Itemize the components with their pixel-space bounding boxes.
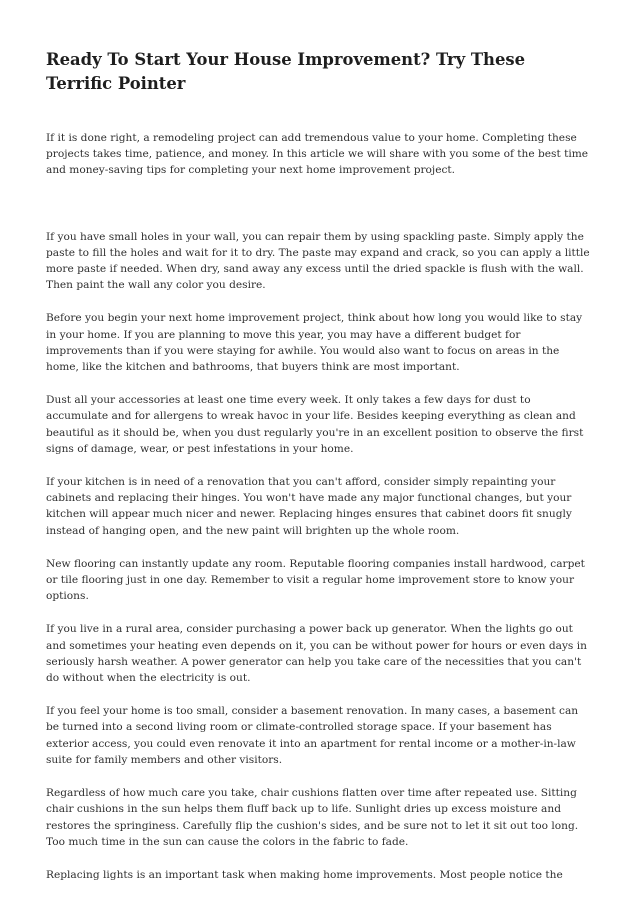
paragraph-generator: If you live in a rural area, consider purchasing a power back up generator. When the lights go out and sometimes your heating even depends on it, you can be without power for hours or even days in seriously harsh weather. A power generator can help you take care of the necessities that you can't do without when the electricity is out. [46,623,587,685]
paragraph-intro: If it is done right, a remodeling project can add tremendous value to your home. Completing these projects takes time, patience, and money. In this article we will share with you some of the best time and money-saving tips for completing your next home improvement project. [46,132,589,177]
paragraph-kitchen: If your kitchen is in need of a renovation that you can't afford, consider simply repainting your cabinets and replacing their hinges. You won't have made any major functional changes, but your kitchen will appear much nicer and newer. Replacing hinges ensures that cabinet doors fit snugly instead of hanging open, and the new paint will brighten up the whole room. [46,476,572,537]
paragraph-cushions: Regardless of how much care you take, chair cushions flatten over time after repeated use. Sitting chair cushions in the sun helps them fluff back up to life. Sunlight dries up excess moisture and restores the springiness. Carefully flip the cushion's sides, and be sure not to let it sit out too long. Too much time in the sun can cause the colors in the fabric to fade. [46,787,579,848]
paragraph-flooring: New flooring can instantly update any room. Reputable flooring companies install hardwood, carpet or tile flooring just in one day. Remember to visit a regular home improvement store to know your options. [46,557,585,603]
paragraph-dust: Dust all your accessories at least one time every week. It only takes a few days for dust to accumulate and for allergens to wreak havoc in your life. Besides keeping everything as clean and beautiful as it should be, when you dust regularly you're in an excellent position to observe the first signs of damage, wear, or pest infestations in your home. [46,394,584,455]
document-title: Ready To Start Your House Improvement? Try These Terrific Pointer [46,50,526,93]
paragraph-stay-duration: Before you begin your next home improvement project, think about how long you would like to stay in your home. If you are planning to move this year, you may have a different budget for improvements than if you were staying for awhile. You would also want to focus on areas in the home, like the kitchen and bathrooms, that buyers think are most important. [46,312,583,374]
paragraph-lights: Replacing lights is an important task when making home improvements. Most people notice the [46,868,563,881]
document-page [46,48,592,900]
paragraph-basement: If you feel your home is too small, consider a basement renovation. In many cases, a basement can be turned into a second living room or climate-controlled storage space. If your basement has exterior access, you could even renovate it into an apartment for rental income or a mother-in-law suite for family members and other visitors. [46,705,579,766]
paragraph-spackling: If you have small holes in your wall, you can repair them by using spackling paste. Simply apply the paste to fill the holes and wait for it to dry. The paste may expand and crack, so you can apply a little more paste if needed. When dry, sand away any excess until the dried spackle is flush with the wall. Then paint the wall any color you desire. [46,230,590,292]
